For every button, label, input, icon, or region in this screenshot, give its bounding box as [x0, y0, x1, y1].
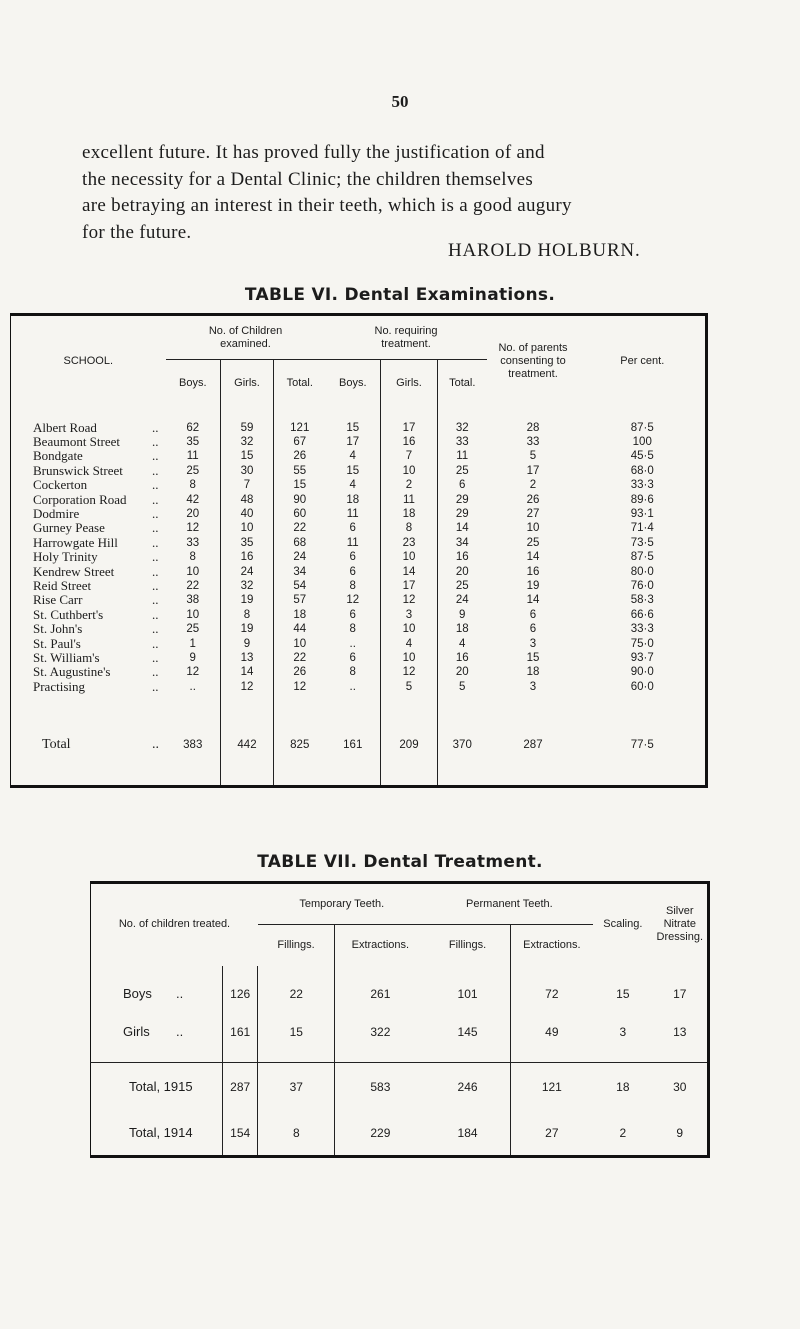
table-cell: 72 — [510, 976, 593, 1012]
table-cell: 261 — [335, 976, 426, 1012]
table-cell: 154 — [222, 1111, 258, 1157]
table-cell: 11 — [438, 449, 487, 463]
table-cell: 19 — [526, 579, 540, 592]
table-cell: 7 — [221, 478, 274, 492]
school-name: Holy Trinity .. — [33, 549, 159, 565]
table-cell: 287 — [222, 1063, 258, 1111]
table-cell: 11 — [186, 450, 199, 463]
table-cell: 14 — [438, 521, 487, 535]
table-cell: 25 — [186, 623, 200, 636]
table-cell: 27 — [526, 507, 540, 520]
table-cell: 11 — [381, 493, 438, 507]
table-row — [11, 680, 707, 694]
table-cell: 19 — [221, 593, 274, 607]
table-cell: 17 — [526, 464, 540, 477]
paragraph-line: are betraying an interest in their teeth, which is a good augury — [82, 195, 572, 216]
table-cell: 6 — [349, 608, 356, 621]
table-cell: 33 — [186, 536, 200, 549]
table-cell: 15 — [258, 1012, 335, 1052]
table-cell: 44 — [274, 622, 326, 636]
total-cell: 442 — [221, 706, 274, 786]
table-cell: 17 — [673, 986, 687, 1001]
table-cell: 14 — [526, 594, 540, 607]
school-name-text: Bondgate — [33, 448, 83, 464]
table-cell: 9 — [221, 637, 274, 651]
table-cell: 12 — [186, 666, 200, 679]
school-name: St. Augustine's .. — [33, 664, 159, 680]
table-cell: 24 — [274, 550, 326, 564]
paragraph-line: for the future. — [82, 221, 192, 243]
total-cell: 287 — [523, 739, 543, 752]
header-boys: Boys. — [178, 377, 207, 390]
school-name: St. Cuthbert's .. — [33, 606, 159, 622]
table-cell: 22 — [186, 579, 200, 592]
table-row — [11, 421, 707, 435]
table-cell: 13 — [673, 1024, 687, 1039]
table-cell: .. — [349, 680, 356, 693]
table-cell: 11 — [346, 507, 359, 520]
table-cell: 68 — [274, 536, 326, 550]
table-cell: 24 — [221, 565, 274, 579]
header-total: Total. — [438, 360, 487, 408]
table-cell: 29 — [438, 507, 487, 521]
table-cell: 18 — [438, 622, 487, 636]
table-cell: 66·6 — [630, 608, 654, 621]
table-cell: 12 — [346, 594, 360, 607]
total-cell: 161 — [343, 739, 363, 752]
school-name: Rise Carr .. — [33, 592, 159, 608]
table-cell: 7 — [381, 449, 438, 463]
table-cell: 2 — [529, 479, 537, 492]
dental-examinations-table — [10, 313, 708, 788]
table-row — [11, 608, 707, 622]
school-name: Beaumont Street .. — [33, 433, 159, 449]
table-cell: 76·0 — [630, 579, 654, 592]
table-cell: 71·4 — [630, 522, 654, 535]
table-cell: 583 — [335, 1063, 426, 1111]
table-cell: 34 — [438, 536, 487, 550]
table-cell: 3 — [529, 637, 537, 650]
table-cell: 13 — [221, 651, 274, 665]
table-cell: 12 — [274, 680, 326, 694]
header-extractions: Extractions. — [335, 925, 426, 966]
table-cell: 68·0 — [630, 464, 654, 477]
table-cell: 18 — [274, 608, 326, 622]
header-temporary-teeth: Temporary Teeth. — [258, 883, 426, 925]
table-cell: 4 — [349, 450, 356, 463]
table-cell: 93·7 — [630, 652, 654, 664]
table-cell: 18 — [346, 493, 360, 506]
row-label: Boys — [123, 986, 152, 1001]
table-cell: 23 — [381, 536, 438, 550]
table-cell: 33·3 — [630, 623, 654, 636]
table-cell: 35 — [221, 536, 274, 550]
table-cell: 42 — [186, 493, 200, 506]
school-name-text: St. Paul's — [33, 635, 81, 651]
table-cell: 58·3 — [630, 594, 654, 607]
table-row — [11, 478, 707, 492]
school-name: St. Paul's .. — [33, 635, 159, 651]
school-name-text: Rise Carr — [33, 592, 83, 608]
table-cell: 19 — [221, 622, 274, 636]
table-cell: 18 — [526, 666, 540, 679]
table-cell: 20 — [186, 507, 200, 520]
table7-caption: TABLE VII. Dental Treatment. — [257, 852, 543, 872]
total-cell: 209 — [381, 706, 438, 786]
table-cell: 20 — [438, 565, 487, 579]
header-extractions: Extractions. — [510, 925, 593, 966]
school-name: Harrowgate Hill .. — [33, 534, 159, 550]
header-scaling: Scaling. — [603, 918, 643, 931]
table-row — [11, 536, 707, 550]
table-cell: 45·5 — [630, 450, 654, 463]
table-cell: 9 — [438, 608, 487, 622]
table-row — [11, 637, 707, 651]
table-cell: 60 — [274, 507, 326, 521]
table-cell: 14 — [381, 565, 438, 579]
header-percent: Per cent. — [620, 355, 665, 368]
total-row-label: Total .. — [42, 737, 159, 753]
school-name-text: St. William's — [33, 650, 100, 665]
table-cell: 26 — [274, 449, 326, 463]
header-permanent-teeth: Permanent Teeth. — [426, 883, 594, 925]
school-name: Bondgate .. — [33, 448, 159, 464]
table-row — [11, 579, 707, 593]
table-cell: 12 — [186, 522, 200, 535]
total-cell: 77·5 — [630, 739, 654, 752]
school-name-text: Cockerton — [33, 477, 88, 493]
table-cell: 17 — [346, 435, 360, 448]
header-girls: Girls. — [381, 360, 438, 408]
table-cell: 121 — [510, 1063, 593, 1111]
table-row — [11, 464, 707, 478]
total-label: Total — [42, 737, 71, 753]
school-name-text: Harrowgate Hill — [33, 534, 118, 550]
header-total: Total. — [274, 360, 326, 408]
table-row — [11, 665, 707, 679]
table-cell: 3 — [619, 1024, 627, 1039]
table-cell: 10 — [381, 550, 438, 564]
table-row — [11, 507, 707, 521]
header-fillings: Fillings. — [277, 938, 315, 951]
table-row — [11, 493, 707, 507]
table-cell: 48 — [221, 493, 274, 507]
header-school: SCHOOL. — [63, 355, 113, 368]
girls-row-label: Girls .. — [123, 1024, 184, 1039]
table-cell: 75·0 — [630, 637, 654, 650]
table-cell: 26 — [526, 493, 540, 506]
table-cell: 3 — [381, 608, 438, 622]
table-cell: .. — [349, 637, 356, 650]
table-cell: 35 — [186, 435, 200, 448]
table-cell: 5 — [529, 450, 537, 463]
school-name-text: Practising — [33, 678, 85, 694]
table6-caption: TABLE VI. Dental Examinations. — [244, 285, 556, 305]
table-cell: 38 — [186, 594, 200, 607]
table-cell: 12 — [381, 593, 438, 607]
table-cell: 18 — [381, 507, 438, 521]
school-name-text: St. Cuthbert's — [33, 606, 104, 622]
table-cell: 24 — [438, 593, 487, 607]
table-cell: 121 — [274, 421, 326, 435]
table-cell: 15 — [346, 464, 360, 477]
table-cell: 32 — [438, 421, 487, 435]
table-row — [11, 622, 707, 636]
table-cell: 15 — [616, 986, 630, 1001]
table-cell: 25 — [186, 464, 200, 477]
total-1915-label: Total, 1915 — [129, 1079, 193, 1095]
table-cell: 33 — [526, 435, 540, 448]
table-cell: 14 — [221, 665, 274, 679]
school-name: St. John's .. — [33, 621, 159, 637]
school-name: Dodmire .. — [33, 505, 159, 521]
table-cell: 8 — [189, 479, 196, 492]
table-cell: 2 — [619, 1125, 627, 1140]
table-cell: 80·0 — [630, 565, 654, 578]
table-cell: 15 — [346, 421, 360, 434]
school-name-text: St. Augustine's — [33, 664, 111, 680]
table-cell: 6 — [529, 608, 537, 621]
table-cell: 8 — [258, 1111, 335, 1157]
school-name: Gurney Pease .. — [33, 520, 159, 536]
table-cell: 2 — [381, 478, 438, 492]
school-name: St. William's .. — [33, 650, 159, 665]
table-cell: 229 — [335, 1111, 426, 1157]
school-name-text: Brunswick Street — [33, 462, 123, 478]
table-cell: 4 — [438, 637, 487, 651]
table-cell: 33·3 — [630, 479, 654, 492]
table-cell: 10 — [526, 522, 540, 535]
table-cell: 40 — [221, 507, 274, 521]
table-cell: 17 — [381, 421, 438, 435]
table-cell: 25 — [438, 579, 487, 593]
table-cell: 9 — [676, 1125, 684, 1140]
table-cell: 8 — [381, 521, 438, 535]
school-name-text: Kendrew Street — [33, 563, 115, 579]
table-cell: 145 — [457, 1024, 478, 1039]
header-examined: No. of Children examined. — [166, 315, 326, 360]
boys-row-label: Boys .. — [123, 986, 184, 1001]
school-name-text: Holy Trinity — [33, 549, 98, 565]
table-cell: 4 — [349, 479, 356, 492]
table-cell: 246 — [457, 1079, 478, 1094]
school-name: Cockerton .. — [33, 477, 159, 493]
table-cell: 32 — [221, 435, 274, 449]
table-cell: 22 — [274, 521, 326, 535]
school-name: Corporation Road .. — [33, 491, 159, 507]
school-name-text: Gurney Pease — [33, 520, 105, 536]
table-cell: 32 — [221, 579, 274, 593]
header-girls: Girls. — [221, 360, 274, 408]
table-cell: 10 — [381, 651, 438, 665]
table-cell: 14 — [526, 551, 540, 564]
school-name: Kendrew Street .. — [33, 563, 159, 579]
table-cell: 73·5 — [630, 536, 654, 549]
header-parents: No. of parents consenting to treatment. — [498, 342, 568, 381]
school-name-text: Reid Street — [33, 577, 92, 593]
table-cell: 3 — [529, 680, 537, 693]
total-1914-label: Total, 1914 — [129, 1125, 193, 1141]
table-cell: 87·5 — [630, 421, 654, 434]
table-row — [11, 593, 707, 607]
table-cell: 28 — [526, 421, 540, 434]
table-cell: 37 — [258, 1063, 335, 1111]
table-cell: 322 — [335, 1012, 426, 1052]
table-row — [11, 565, 707, 579]
table-cell: 16 — [438, 651, 487, 665]
table-cell: 5 — [438, 680, 487, 694]
table-cell: 67 — [274, 435, 326, 449]
header-silver-nitrate: Silver Nitrate Dressing. — [656, 905, 704, 944]
table-cell: 17 — [381, 579, 438, 593]
school-name-text: Beaumont Street — [33, 433, 121, 449]
table-cell: 12 — [221, 680, 274, 694]
table-row — [11, 449, 707, 463]
school-name: Albert Road .. — [33, 419, 159, 435]
table-cell: 60·0 — [630, 680, 654, 693]
table-cell: 27 — [510, 1111, 593, 1157]
table-cell: 8 — [349, 666, 356, 679]
table-cell: 12 — [381, 665, 438, 679]
page-number: 50 — [391, 92, 409, 111]
table-cell: 22 — [258, 976, 335, 1012]
table-cell: .. — [189, 680, 196, 693]
table-cell: 20 — [438, 665, 487, 679]
table-cell: 25 — [526, 536, 540, 549]
table-row — [11, 651, 707, 665]
school-name: Practising .. — [33, 678, 159, 694]
header-requiring: No. requiring treatment. — [326, 315, 487, 360]
table-cell: 30 — [221, 464, 274, 478]
table-cell: 6 — [349, 565, 356, 578]
table-cell: 8 — [349, 623, 356, 636]
table-cell: 15 — [274, 478, 326, 492]
table-cell: 62 — [186, 421, 200, 434]
table-cell: 4 — [381, 637, 438, 651]
table-cell: 16 — [381, 435, 438, 449]
table-cell: 1 — [189, 637, 196, 650]
table-cell: 16 — [438, 550, 487, 564]
table-cell: 10 — [186, 565, 200, 578]
table-cell: 15 — [526, 652, 540, 664]
table-cell: 55 — [274, 464, 326, 478]
table-cell: 10 — [221, 521, 274, 535]
table-cell: 34 — [274, 565, 326, 579]
table-cell: 87·5 — [630, 551, 654, 564]
table-cell: 8 — [189, 551, 196, 564]
table-cell: 10 — [381, 464, 438, 478]
school-name-text: Dodmire — [33, 505, 80, 521]
table-cell: 8 — [349, 579, 356, 592]
school-name: Brunswick Street .. — [33, 462, 159, 478]
table-cell: 54 — [274, 579, 326, 593]
table-cell: 161 — [222, 1012, 258, 1052]
table-cell: 25 — [438, 464, 487, 478]
table-cell: 16 — [526, 565, 540, 578]
total-cell: 825 — [274, 706, 326, 786]
school-name-text: St. John's — [33, 621, 83, 637]
body-paragraph — [82, 140, 714, 246]
table-cell: 33 — [438, 435, 487, 449]
table-cell: 15 — [221, 449, 274, 463]
table-cell: 5 — [381, 680, 438, 694]
table-cell: 90·0 — [630, 666, 654, 679]
header-children-treated: No. of children treated. — [118, 918, 231, 931]
table-cell: 6 — [349, 551, 356, 564]
school-name-text: Albert Road — [33, 419, 97, 435]
table-cell: 16 — [221, 550, 274, 564]
table-row — [11, 521, 707, 535]
table-cell: 6 — [529, 623, 537, 636]
table-cell: 9 — [189, 652, 196, 664]
table-cell: 11 — [346, 536, 359, 549]
paragraph-line: the necessity for a Dental Clinic; the children themselves — [82, 168, 534, 190]
table-cell: 59 — [221, 421, 274, 435]
table-cell: 49 — [510, 1012, 593, 1052]
table-cell: 101 — [457, 986, 478, 1001]
school-name: Reid Street .. — [33, 577, 159, 593]
table-cell: 93·1 — [630, 507, 654, 520]
school-name-text: Corporation Road — [33, 491, 127, 507]
total-cell: 383 — [183, 739, 203, 752]
dental-treatment-table — [90, 881, 710, 1158]
table-cell: 22 — [274, 651, 326, 665]
table-cell: 126 — [222, 976, 258, 1012]
table-cell: 100 — [632, 435, 652, 448]
table-row — [11, 435, 707, 449]
table-cell: 29 — [438, 493, 487, 507]
table-cell: 6 — [349, 652, 356, 664]
table-cell: 184 — [457, 1125, 478, 1140]
header-boys: Boys. — [338, 377, 367, 390]
paragraph-line: excellent future. It has proved fully the justification of and — [82, 142, 545, 163]
table-cell: 57 — [274, 593, 326, 607]
table-cell: 10 — [274, 637, 326, 651]
table-cell: 6 — [349, 522, 356, 535]
table-cell: 6 — [438, 478, 487, 492]
table-cell: 10 — [186, 608, 200, 621]
table-cell: 90 — [274, 493, 326, 507]
table-row — [11, 550, 707, 564]
table-cell: 18 — [616, 1079, 630, 1094]
table-cell: 26 — [274, 665, 326, 679]
table-cell: 89·6 — [630, 493, 654, 506]
signature: HAROLD HOLBURN. — [448, 240, 641, 261]
row-label: Girls — [123, 1024, 150, 1039]
total-cell: 370 — [438, 706, 487, 786]
table-cell: 10 — [381, 622, 438, 636]
header-fillings: Fillings. — [448, 938, 487, 951]
table-cell: 8 — [221, 608, 274, 622]
table-cell: 30 — [673, 1079, 687, 1094]
